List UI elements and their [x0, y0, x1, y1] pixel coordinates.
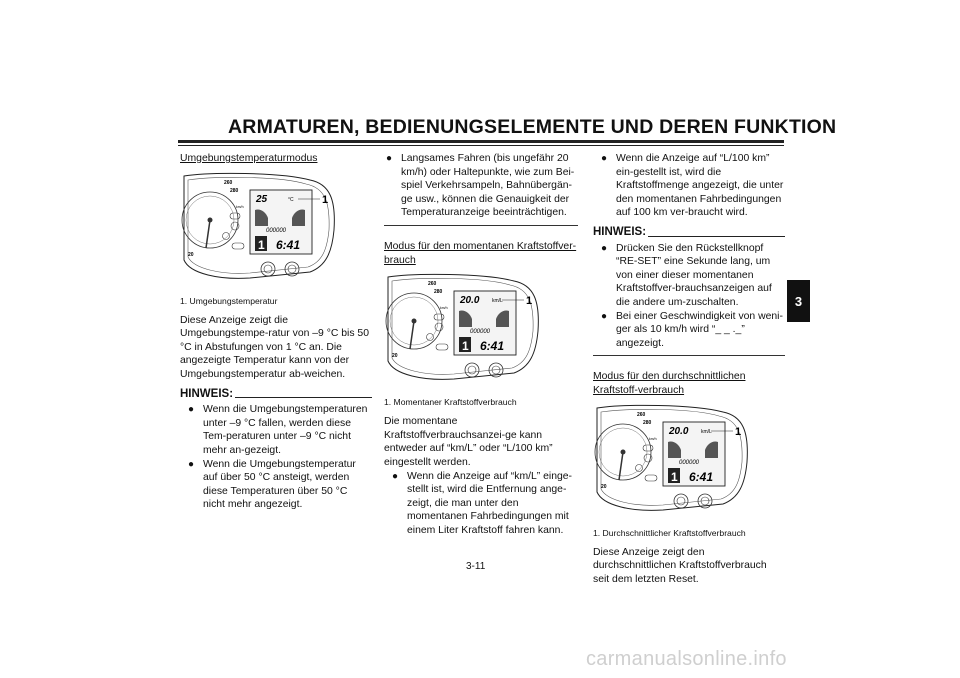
tick-label-20: 20: [601, 483, 607, 490]
hinweis-heading: [180, 388, 372, 402]
list-item: ● Langsames Fahren (bis ungefähr 20 km/h) oder Haltepunkte, wie zum Bei-spiel Verkehrsampeln, Bahnübergän-ge usw., können die Genauigkeit der Temperaturanzeige beeinträchtigen.: [386, 152, 578, 220]
separator: [384, 225, 578, 226]
lcd-top-unit: °C: [288, 196, 294, 203]
bullet-list: [386, 152, 578, 220]
section-heading: Umgebungstemperaturmodus: [180, 153, 318, 164]
lcd-top-value: 25: [256, 193, 268, 205]
list-item: ● Wenn die Anzeige auf “L/100 km” ein-gestellt ist, wird die Kraftstoffmenge angezeigt, die unter den momentanen Fahrbedingungen auf 100 km ver-braucht wird.: [601, 152, 785, 220]
lamp-icon: [232, 243, 244, 249]
header-rule-thin: [178, 145, 784, 146]
list-item: ● Wenn die Umgebungstemperatur auf über 50 °C ansteigt, werden diese Temperaturen über 50 °C nicht mehr angezeigt.: [188, 458, 372, 512]
tick-label-260: 260: [428, 281, 437, 288]
lcd-odometer: 000000: [266, 227, 287, 234]
body-text: Diese Anzeige zeigt die Umgebungstempe-ratur von –9 °C bis 50 °C in Abstufungen von 1 °C an. Die angezeigte Temperatur kann von der Umgebungstemperatur ab-weichen.: [180, 314, 369, 380]
figure-caption: 1. Durchschnittlicher Kraftstoffverbrauch: [593, 527, 746, 538]
separator: [593, 355, 785, 356]
lcd-top-unit: km/L: [701, 428, 712, 435]
list-item: ● Bei einer Geschwindigkeit von weni-ger als 10 km/h wird “_ _ ._” angezeigt.: [601, 310, 785, 351]
lamp-icon: [644, 454, 652, 462]
tick-label-260: 260: [224, 179, 233, 186]
dashboard-figure: [593, 402, 753, 518]
lcd-top-value: 20.0: [460, 295, 480, 307]
lcd-odometer: 000000: [679, 459, 700, 466]
column-1: [180, 152, 372, 512]
button-icon: [677, 497, 685, 505]
bullet-list: [188, 403, 372, 512]
watermark-text: carmanualsonline.info: [586, 648, 787, 670]
button-icon: [261, 262, 275, 276]
tick-label-280: 280: [643, 419, 652, 426]
callout-number: 1: [526, 295, 533, 308]
tacho-hub: [412, 319, 417, 324]
lcd-gear: 1: [258, 237, 265, 252]
lcd-clock: 6:41: [480, 339, 505, 354]
lcd-odometer: 000000: [470, 329, 491, 336]
instrument-cluster-illustration: [384, 271, 544, 387]
figure-caption: 1. Momentaner Kraftstoffverbrauch: [384, 397, 517, 408]
instrument-cluster-illustration: [593, 402, 753, 518]
section-heading: Modus für den momentanen Kraftstoffver-brauch: [384, 240, 577, 266]
kmh-label: km/h: [649, 436, 657, 441]
lamp-icon: [435, 323, 443, 331]
kmh-label: km/h: [236, 204, 244, 209]
lcd-gear: 1: [671, 469, 678, 484]
hinweis-label: HINWEIS:: [180, 387, 234, 400]
lamp-icon: [643, 445, 653, 451]
lcd-top-unit: km/L: [492, 298, 503, 305]
chapter-tab: 3: [787, 280, 810, 322]
lamp-icon: [427, 334, 434, 341]
lamp-icon: [434, 314, 444, 320]
body-text: Die momentane Kraftstoffverbrauchsanzei-ge kann entweder auf “km/L” oder “L/100 km” eingestellt werden.: [384, 416, 553, 468]
lamp-icon: [231, 222, 239, 230]
lamp-icon: [636, 464, 643, 471]
page-title: ARMATUREN, BEDIENUNGSELEMENTE UND DEREN FUNKTION: [228, 116, 837, 138]
tick-label-20: 20: [188, 251, 194, 258]
instrument-cluster-illustration: [180, 170, 340, 286]
tick-label-280: 280: [434, 289, 443, 296]
tick-label-260: 260: [637, 411, 646, 418]
tick-label-280: 280: [230, 187, 239, 194]
bullet-list: [601, 152, 785, 220]
list-item: ● Wenn die Umgebungstemperaturen unter –9 °C fallen, werden diese Tem-peraturen unter –9 °C nicht mehr an-gezeigt.: [188, 403, 372, 457]
body-text: Diese Anzeige zeigt den durchschnittlichen Kraftstoffverbrauch seit dem letzten Reset.: [593, 546, 767, 585]
lamp-icon: [230, 213, 240, 219]
bullet-list: [392, 470, 578, 538]
button-icon: [264, 265, 272, 273]
figure-caption: 1. Umgebungstemperatur: [180, 295, 278, 306]
list-item: ● Drücken Sie den Rückstellknopf “RE-SET” eine Sekunde lang, um von einer dieser momentanen Kraftstoffver-brauchsanzeigen auf die andere um-zuschalten.: [601, 242, 785, 310]
section-heading: Modus für den durchschnittlichen Kraftstoff-verbrauch: [593, 371, 746, 396]
lamp-icon: [223, 232, 230, 239]
hinweis-heading: [593, 226, 785, 240]
header-rule: [178, 140, 784, 143]
button-icon: [468, 366, 476, 374]
page-number: 3-11: [466, 561, 486, 572]
lcd-clock: 6:41: [689, 469, 714, 484]
lamp-icon: [645, 475, 657, 481]
tacho-hub: [208, 217, 213, 222]
hinweis-label: HINWEIS:: [593, 225, 647, 238]
tick-label-20: 20: [392, 353, 398, 360]
callout-number: 1: [735, 425, 742, 438]
kmh-label: km/h: [440, 306, 448, 311]
tacho-hub: [621, 449, 626, 454]
list-item: ● Wenn die Anzeige auf “km/L” einge-stellt ist, wird die Entfernung ange-zeigt, die man unter den momentanen Fahrbedingungen mit einem Liter Kraftstoff fahren kann.: [392, 470, 578, 538]
lcd-clock: 6:41: [276, 237, 301, 252]
lcd-gear: 1: [462, 339, 469, 354]
dashboard-figure: [180, 170, 340, 286]
dashboard-figure: [384, 271, 544, 387]
button-icon: [465, 363, 479, 377]
bullet-list: [601, 242, 785, 351]
column-3: [593, 152, 785, 586]
column-2: [384, 152, 578, 538]
lcd-top-value: 20.0: [669, 425, 689, 437]
lamp-icon: [436, 344, 448, 350]
button-icon: [674, 494, 688, 508]
callout-number: 1: [322, 193, 329, 206]
